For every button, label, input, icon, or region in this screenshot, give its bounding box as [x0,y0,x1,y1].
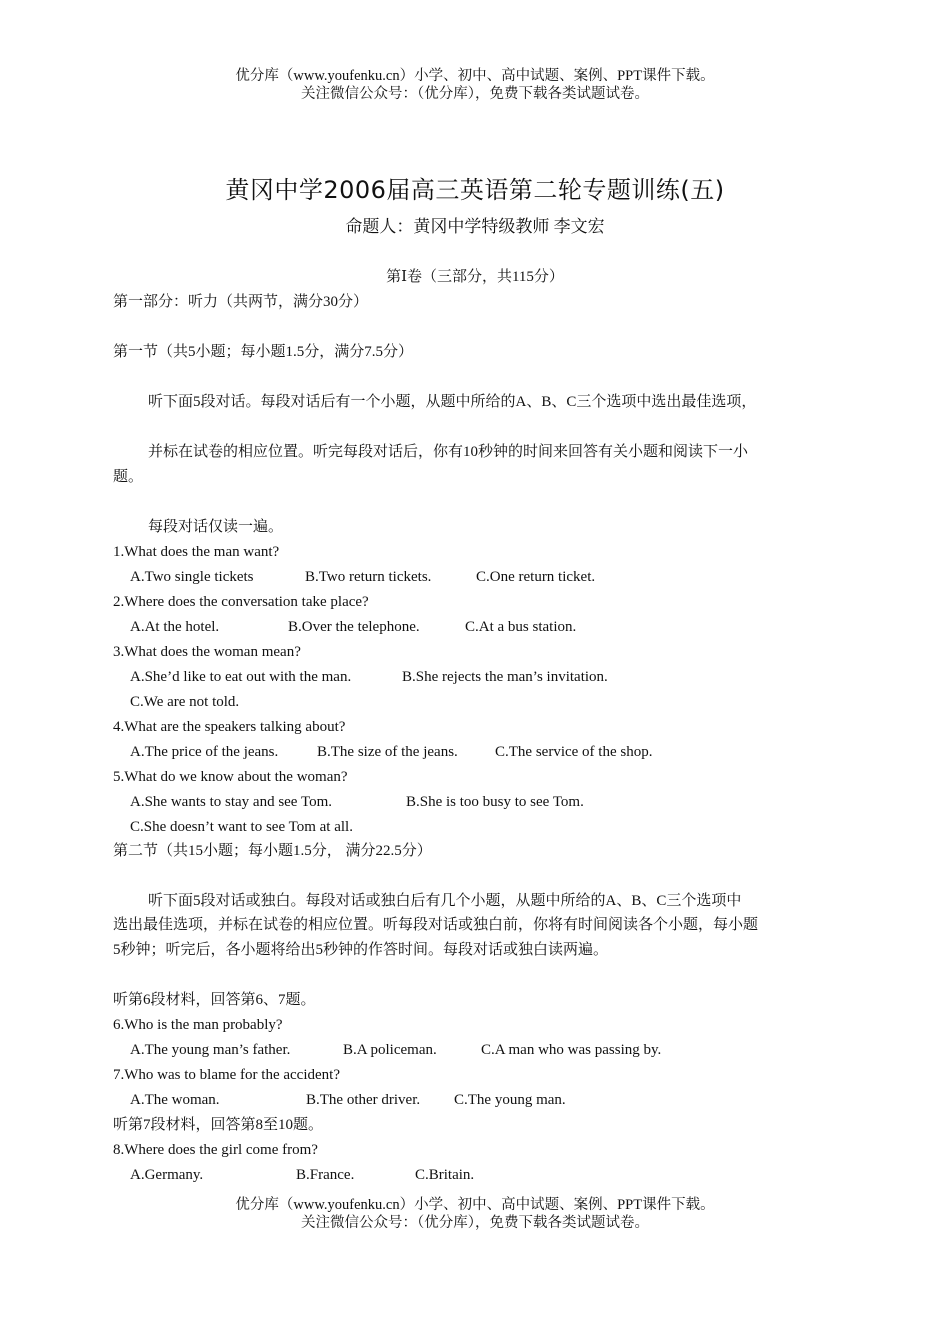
option-b: B.France. [296,1167,355,1183]
question-text: 1.What does the man want? [113,544,280,560]
header-line-1: 优分库（www.youfenku.cn）小学、初中、高中试题、案例、PPT课件下载。 [235,68,715,84]
option-b: B.A policeman. [343,1042,437,1058]
section2-instruction-3: 5秒钟；听完后，各小题将给出5秒钟的作答时间。每段对话或独白读两遍。 [113,942,609,958]
option-c: C.At a bus station. [465,619,577,635]
question-text: 7.Who was to blame for the accident? [113,1067,340,1083]
page-subtitle: 命题人：黄冈中学特级教师 李文宏 [345,217,605,236]
question-text: 3.What does the woman mean? [113,644,301,660]
option-c: C.She doesn’t want to see Tom at all. [130,819,353,835]
option-a: A.Germany. [130,1167,204,1183]
option-b: B.She is too busy to see Tom. [406,794,584,810]
option-a: A.The price of the jeans. [130,744,279,760]
option-b: B.Two return tickets. [305,569,432,585]
section2-heading: 第二节（共15小题；每小题1.5分， 满分22.5分） [113,843,432,859]
option-b: B.Over the telephone. [288,619,420,635]
option-a: A.The young man’s father. [130,1042,291,1058]
option-a: A.The woman. [130,1092,220,1108]
section1-instruction-3: 每段对话仅读一遍。 [148,519,284,535]
question-text: 5.What do we know about the woman? [113,769,348,785]
section1-instruction-2: 并标在试卷的相应位置。听完每段对话后，你有10秒钟的时间来回答有关小题和阅读下一小 [148,444,749,460]
footer-line-1: 优分库（www.youfenku.cn）小学、初中、高中试题、案例、PPT课件下载。 [235,1197,715,1213]
header-line-2: 关注微信公众号：（优分库），免费下载各类试题试卷。 [301,86,649,102]
question-text: 2.Where does the conversation take place? [113,594,369,610]
option-b: B.The size of the jeans. [317,744,458,760]
option-c: C.The service of the shop. [495,744,653,760]
section1-instruction-1: 听下面5段对话。每段对话后有一个小题，从题中所给的A、B、C三个选项中选出最佳选项， [148,394,757,410]
option-b: B.The other driver. [306,1092,421,1108]
section2-instruction-2: 选出最佳选项，并标在试卷的相应位置。听每段对话或独白前，你将有时间阅读各个小题，每小题 [113,917,759,933]
part1-heading: 第一部分：听力（共两节，满分30分） [113,294,369,310]
material-6-heading: 听第6段材料，回答第6、7题。 [113,992,316,1008]
option-c: C.Britain. [415,1167,475,1183]
option-a: A.She’d like to eat out with the man. [130,669,352,685]
option-a: A.She wants to stay and see Tom. [130,794,332,810]
question-text: 8.Where does the girl come from? [113,1142,318,1158]
question-text: 6.Who is the man probably? [113,1017,283,1033]
section1-heading: 第一节（共5小题；每小题1.5分，满分7.5分） [113,344,414,360]
option-c: C.We are not told. [130,694,240,710]
volume-heading: 第Ⅰ卷（三部分，共115分） [386,269,564,285]
option-a: A.At the hotel. [130,619,220,635]
section1-instruction-2-cont: 题。 [113,469,144,485]
page-title: 黄冈中学2006届高三英语第二轮专题训练(五) [225,176,725,204]
footer-line-2: 关注微信公众号：（优分库），免费下载各类试题试卷。 [301,1215,649,1231]
option-c: C.One return ticket. [476,569,596,585]
option-a: A.Two single tickets [130,569,254,585]
question-text: 4.What are the speakers talking about? [113,719,346,735]
option-c: C.The young man. [454,1092,566,1108]
material-7-heading: 听第7段材料，回答第8至10题。 [113,1117,324,1133]
section2-instruction-1: 听下面5段对话或独白。每段对话或独白后有几个小题，从题中所给的A、B、C三个选项中 [148,893,742,909]
option-b: B.She rejects the man’s invitation. [402,669,608,685]
option-c: C.A man who was passing by. [481,1042,662,1058]
